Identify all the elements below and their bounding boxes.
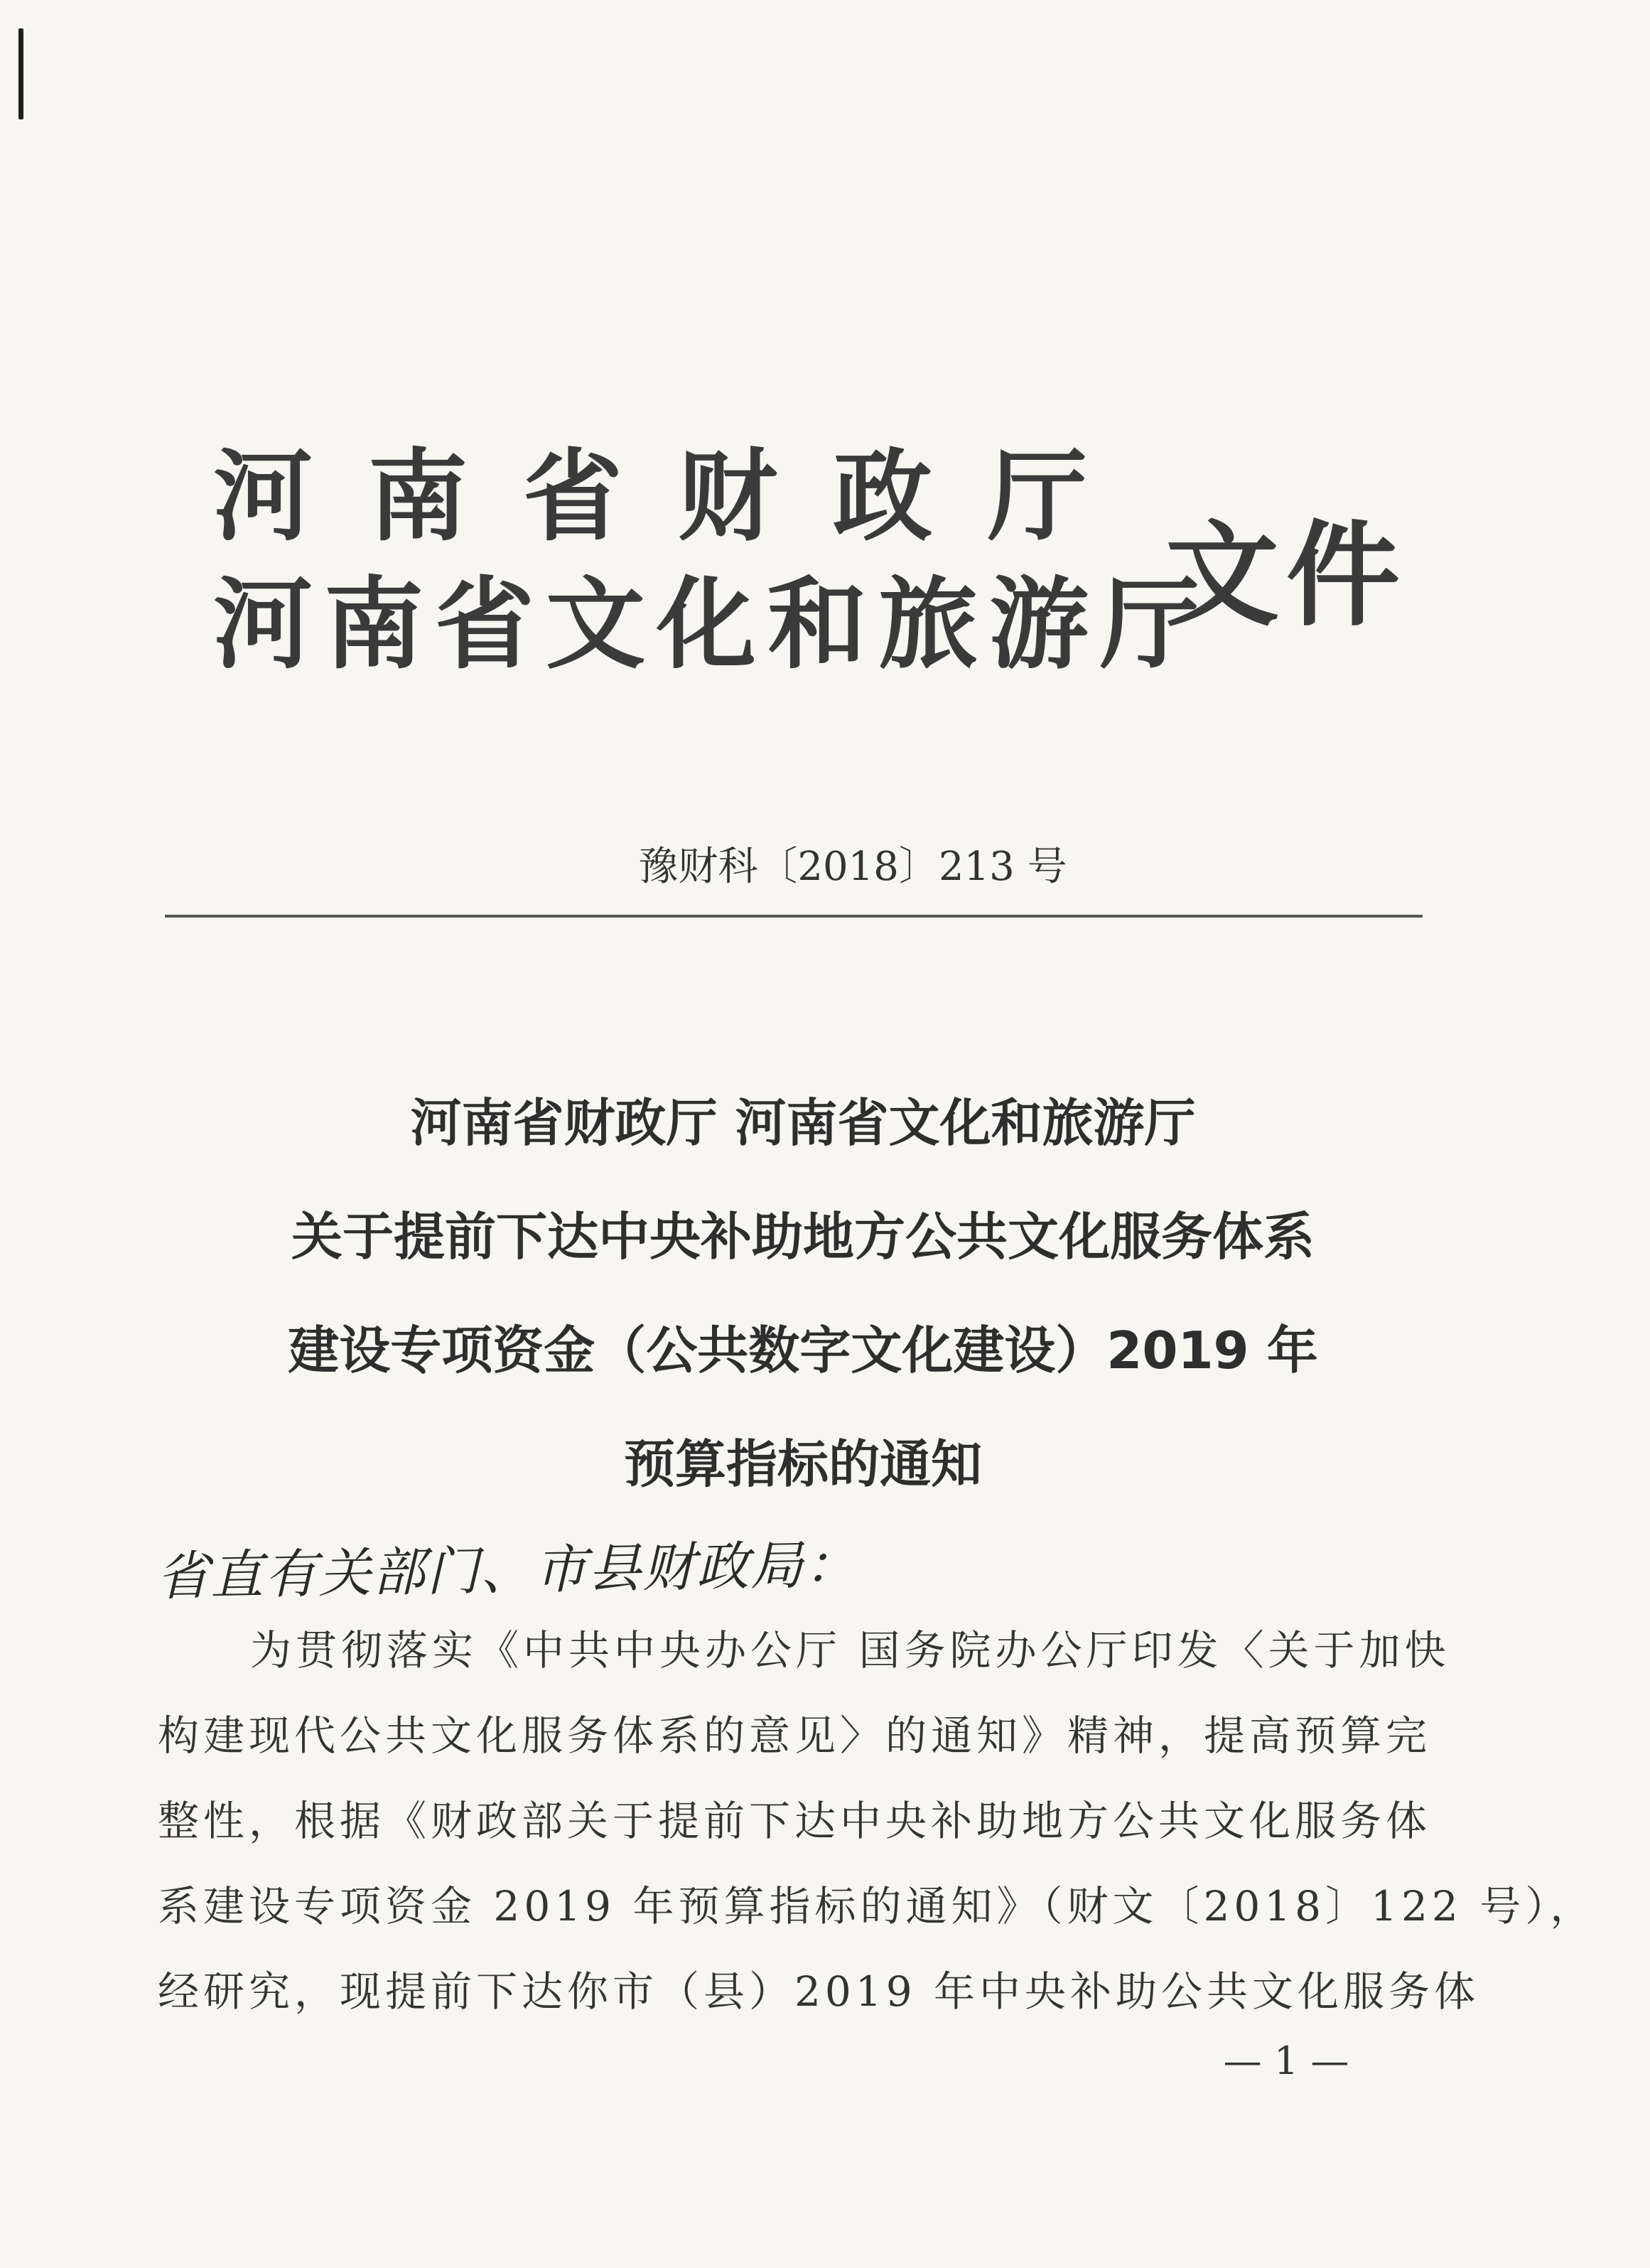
page-number: — 1 — xyxy=(1223,2038,1349,2083)
handwritten-salutation: 省直有关部门、市县财政局： xyxy=(156,1534,859,1608)
document-kind-label: 文件 xyxy=(1165,509,1408,642)
scan-edge-mark xyxy=(18,28,23,119)
body-line: 系建设专项资金 2019 年预算指标的通知》（财文〔2018〕122 号）， xyxy=(158,1882,1596,1930)
body-line: 为贯彻落实《中共中央办公厅 国务院办公厅印发〈关于加快 xyxy=(250,1626,1450,1675)
title-line: 关于提前下达中央补助地方公共文化服务体系 xyxy=(291,1207,1315,1267)
title-line: 河南省财政厅 河南省文化和旅游厅 xyxy=(410,1093,1196,1153)
document-header xyxy=(213,441,1421,697)
body-line: 整性，根据《财政部关于提前下达中央补助地方公共文化服务体 xyxy=(158,1797,1432,1845)
document-title xyxy=(142,1066,1464,1521)
title-line: 建设专项资金（公共数字文化建设）2019 年 xyxy=(288,1321,1318,1380)
header-divider xyxy=(165,915,1423,918)
title-line: 预算指标的通知 xyxy=(623,1434,982,1494)
issuer-line-culture-tourism: 河南省文化和旅游厅 xyxy=(213,567,1212,683)
body-line: 构建现代公共文化服务体系的意见〉的通知》精神，提高预算完 xyxy=(158,1711,1432,1760)
issuer-line-finance: 河南省财政厅 xyxy=(213,439,1143,555)
document-number: 豫财科〔2018〕213 号 xyxy=(638,844,1067,890)
body-line: 经研究，现提前下达你市（县）2019 年中央补助公共文化服务体 xyxy=(158,1967,1480,2016)
body-paragraph xyxy=(158,1608,1596,2034)
